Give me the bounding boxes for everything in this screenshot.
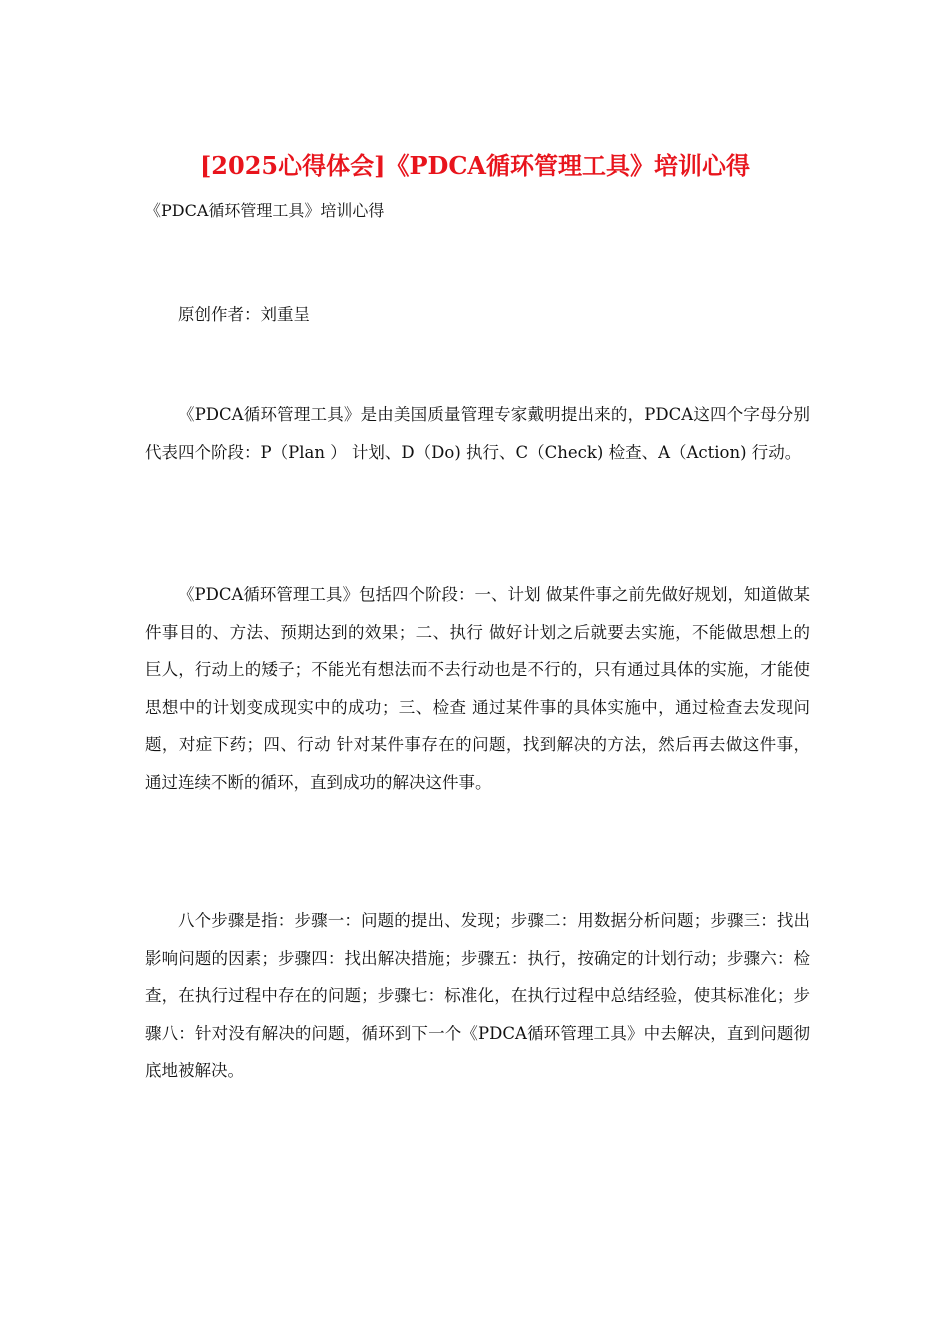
author-line: 原创作者：刘重呈 <box>178 305 310 324</box>
document-subtitle: 《PDCA循环管理工具》培训心得 <box>145 201 385 220</box>
paragraph-intro: 《PDCA循环管理工具》是由美国质量管理专家戴明提出来的，PDCA这四个字母分别代表四个阶段：P（Plan ） 计划、D（Do) 执行、C（Check) 检查、A（Action) 行动。 <box>145 405 810 462</box>
paragraph-four-stages: 《PDCA循环管理工具》包括四个阶段：一、计划 做某件事之前先做好规划，知道做某件事目的、方法、预期达到的效果；二、执行 做好计划之后就要去实施，不能做思想上的巨人，行动上的矮子；不能光有想法而不去行动也是不行的，只有通过具体的实施，才能使思想中的计划变成现实中的成功；三、检查 通过某件事的具体实施中，通过检查去发现问题，对症下药；四、行动 针对某件事存在的问题，找到解决的方法，然后再去做这件事，通过连续不断的循环，直到成功的解决这件事。 <box>145 585 810 792</box>
document-title: [2025心得体会]《PDCA循环管理工具》培训心得 <box>199 151 751 180</box>
paragraph-eight-steps: 八个步骤是指：步骤一：问题的提出、发现；步骤二：用数据分析问题；步骤三：找出影响问题的因素；步骤四：找出解决措施；步骤五：执行，按确定的计划行动；步骤六：检查，在执行过程中存在的问题；步骤七：标准化，在执行过程中总结经验，使其标准化；步骤八：针对没有解决的问题，循环到下一个《PDCA循环管理工具》中去解决，直到问题彻底地被解决。 <box>145 911 810 1080</box>
